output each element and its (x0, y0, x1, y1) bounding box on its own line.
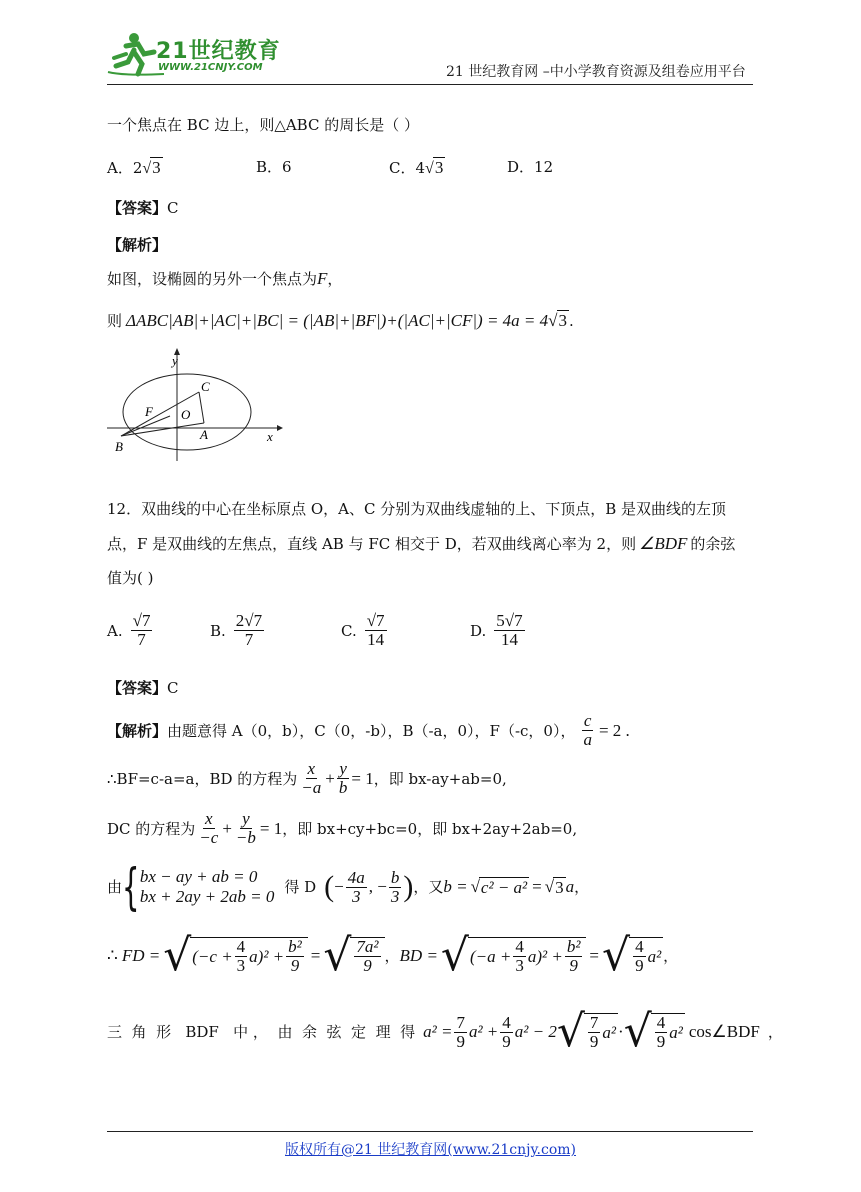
segment-CA (199, 392, 204, 423)
q12-stem-line1: 12．双曲线的中心在坐标原点 O，A、C 分别为双曲线虚轴的上、下顶点，B 是双曲线的左顶 (107, 500, 727, 518)
label-B: B (115, 439, 123, 454)
answer-tag: 【答案】 (107, 199, 168, 217)
label-y: y (172, 353, 178, 368)
label-C: C (201, 379, 210, 394)
q11-stem: 一个焦点在 BC 边上，则△ABC 的周长是（ ） (107, 116, 419, 134)
footer-divider (107, 1131, 753, 1132)
answer-value: C (167, 199, 179, 217)
q11-analysis-tag: 【解析】 (107, 236, 168, 254)
q11-analysis-line1: 如图，设椭圆的另外一个焦点为F， (107, 269, 343, 288)
q12-analysis-step3: DC 的方程为 $\frac{x}{-c}$ + $\frac{y}{-b}$ = 1 ，即 bx+cy+bc=0，即 bx+2ay+2ab=0, (107, 809, 578, 847)
ellipse-figure (105, 343, 290, 463)
q11-option-d: D．12 (507, 158, 554, 176)
label-O: O (181, 407, 191, 422)
logo-title: 21世纪教育 (156, 39, 281, 64)
q12-stem-line2: 点，F 是双曲线的左焦点，直线 AB 与 FC 相交于 D，若双曲线离心率为 2，则 ∠BDF 的余弦 (107, 534, 736, 553)
q11-answer (107, 198, 179, 218)
q12-option-b: B. $\frac{2√7}{7}$ (210, 611, 263, 649)
q12-option-c: C. $\frac{√7}{14}$ (341, 611, 385, 649)
q12-stem-line3: 值为( ) (107, 569, 154, 587)
q11-option-c-radicand: 3 (434, 158, 444, 177)
answer-value: C (167, 679, 179, 697)
q12-analysis-step2: ∴BF=c-a=a，BD 的方程为 $\frac{x}{-a}$ + $\frac{y}{b}$ = 1 ，即 bx-ay+ab=0, (107, 759, 507, 797)
equation-system: bx − ay + ab = 0 bx + 2ay + 2ab = 0 (139, 867, 275, 906)
q11-option-c: C．4√3 (389, 158, 444, 177)
answer-tag: 【答案】 (107, 679, 168, 697)
segment-BF (121, 416, 170, 436)
q11-option-a: A．2√3 (107, 158, 161, 177)
site-tagline: 21 世纪教育网 –中小学教育资源及组卷应用平台 (446, 64, 746, 80)
q12-analysis-step5: ∴ FD = √ (−c + $\frac{4}{3}$ a)² + $\frac{\text{b²}}{9}$ = √ $\frac{\text{7a²}}{9}$ ， BD = √ (−a + $\frac{4}{3}$ a)² + $\frac{\text{b²}}{9}$ = √ $\frac{4}{9}$ a² ， (107, 930, 679, 981)
q12-analysis-step6: 三 角 形 BDF 中 ， 由 余 弦 定 理 得 a² = $\frac{7}{9}$ a² + $\frac{4}{9}$ a² − 2 √ $\frac{7}{9}$ a² · √ $\frac{4}{9}$ a² cos∠BDF ， (107, 1006, 783, 1057)
site-logo (104, 28, 284, 80)
label-x: x (267, 429, 273, 444)
header-divider (107, 84, 753, 85)
q12-analysis-step1: 【解析】 由题意得 A（0，b），C（0，-b），B（-a，0），F（-c，0）， $\frac{c}{a}$ = 2 . (107, 711, 630, 749)
label-F: F (145, 404, 153, 419)
left-brace-icon: { (122, 858, 140, 916)
footer-copyright-link[interactable]: 版权所有@21 世纪教育网(www.21cnjy.com) (285, 1142, 576, 1158)
q12-option-a: A. $\frac{√7}{7}$ (107, 611, 151, 649)
q12-analysis-step4: 由 { bx − ay + ab = 0 bx + 2ay + 2ab = 0 得 D ( − $\frac{4a}{3}$ , − $\frac{b}{3}$ ) ，又 b = √ c² − a² = √ 3 a ， (107, 858, 590, 916)
q11-option-a-radicand: 3 (152, 158, 161, 177)
q11-option-b: B．6 (256, 158, 292, 176)
q12-answer (107, 678, 179, 698)
logo-url: WWW.21CNJY.COM (158, 62, 263, 73)
q11-analysis-line2: 则 ΔABC|AB|+|AC|+|BC| = (|AB|+|BF|)+(|AC|+|CF|) = 4a = 4√3 . (107, 311, 574, 330)
label-A: A (200, 427, 208, 442)
q12-option-d: D. $\frac{5√7}{14}$ (470, 611, 523, 649)
x-axis-arrow-icon (277, 425, 283, 431)
